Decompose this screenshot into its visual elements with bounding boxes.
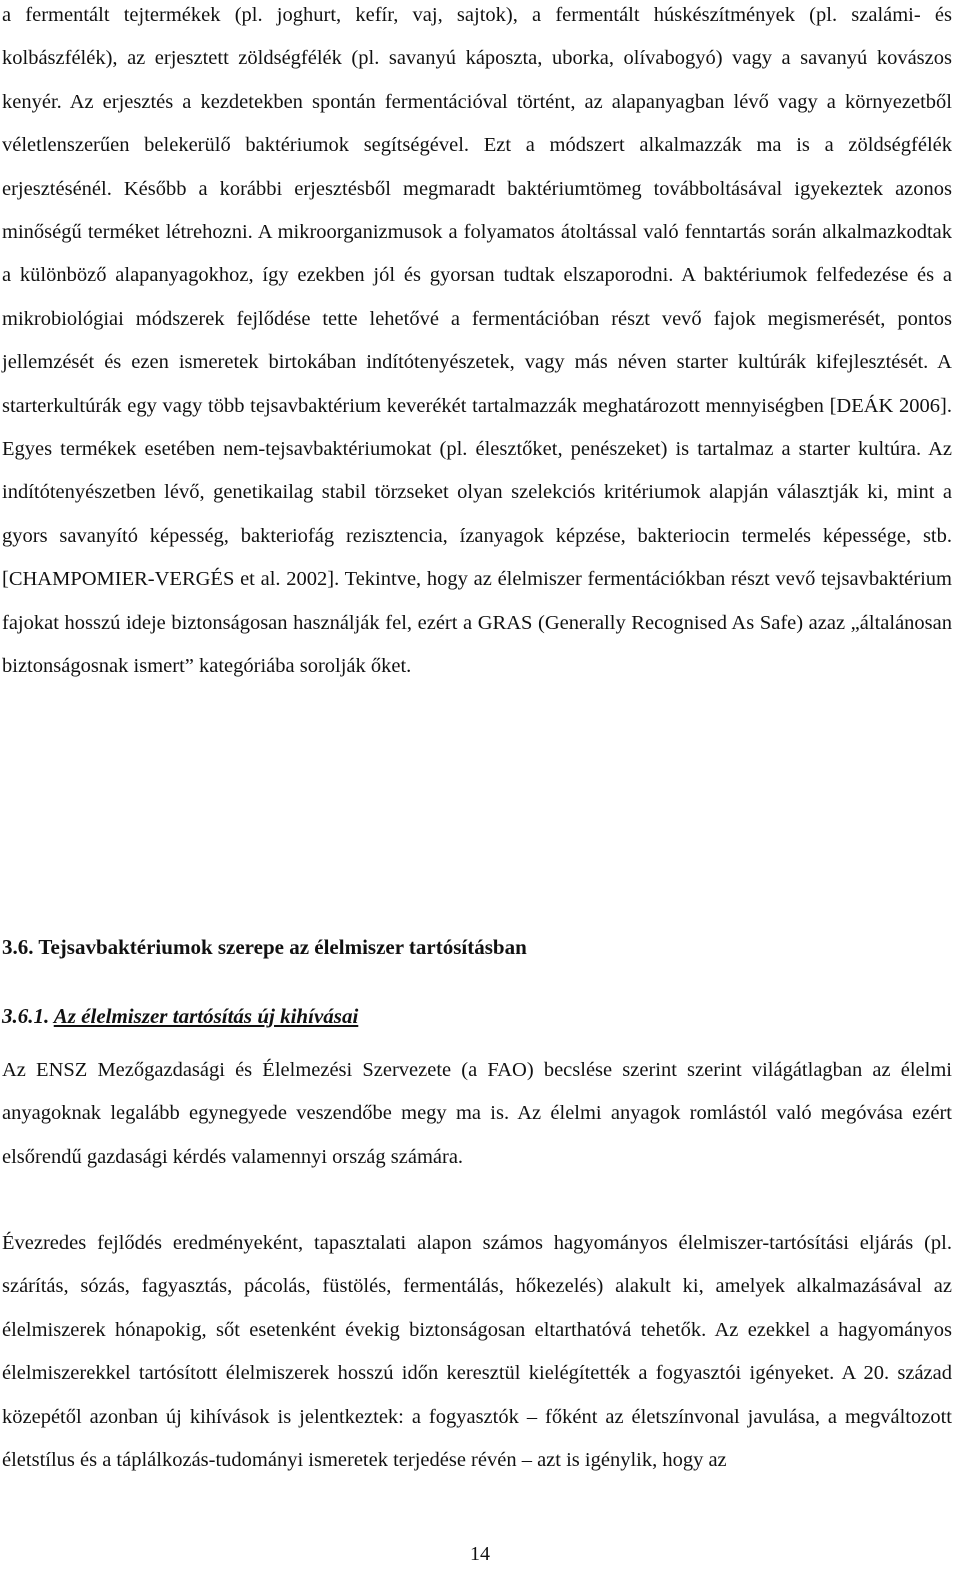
section-heading bbox=[2, 935, 527, 960]
subsection-heading bbox=[2, 1004, 358, 1029]
subsection-number: 3.6.1. bbox=[2, 1004, 50, 1028]
body-paragraph-fao: Az ENSZ Mezőgazdasági és Élelmezési Szervezete (a FAO) becslése szerint szerint világátlagban az élelmi anyagoknak legalább egynegyede veszendőbe megy ma is. Az élelmi anyagok romlástól való megóvása ezért elsőrendű gazdasági kérdés valamennyi ország számára. bbox=[2, 1059, 952, 1168]
section-title: Tejsavbaktériumok szerepe az élelmiszer tartósításban bbox=[38, 935, 527, 959]
subsection-title: Az élelmiszer tartósítás új kihívásai bbox=[53, 1004, 359, 1028]
body-paragraph-preservation: Évezredes fejlődés eredményeként, tapasztalati alapon számos hagyományos élelmiszer-tartósítási eljárás (pl. szárítás, sózás, fagyasztás, pácolás, füstölés, fermentálás, hőkezelés) alakult ki, amelyek alkalmazásával az élelmiszerek hónapokig, sőt esetenként évekig biztonságosan eltarthatóvá tehetők. Az ezekkel a hagyományos élelmiszerekkel tartósított élelmiszerek hosszú időn keresztül kielégítették a fogyasztói igényeket. A 20. század közepétől azonban új kihívások is jelentkeztek: a fogyasztók – főként az életszínvonal javulása, a megváltozott életstílus és a táplálkozás-tudományi ismeretek terjedése révén – azt is igénylik, hogy az bbox=[2, 1232, 952, 1472]
body-paragraph-fermentation: a fermentált tejtermékek (pl. joghurt, kefír, vaj, sajtok), a fermentált húskészítmények (pl. szalámi- és kolbászfélék), az erjesztett zöldségfélék (pl. savanyú káposzta, uborka, olívabogyó) vagy a savanyú kovászos kenyér. Az erjesztés a kezdetekben spontán fermentációval történt, az alapanyagban lévő vagy a környezetből véletlenszerűen belekerülő baktériumok segítségével. Ezt a módszert alkalmazzák ma is a zöldségfélék erjesztésénél. Később a korábbi erjesztésből megmaradt baktériumtömeg továbboltásával igyekeztek azonos minőségű terméket létrehozni. A mikroorganizmusok a folyamatos átoltással való fenntartás során alkalmazkodtak a különböző alapanyagokhoz, így ezekben jól és gyorsan tudtak elszaporodni. A baktériumok felfedezése és a mikrobiológiai módszerek fejlődése tette lehetővé a fermentációban részt vevő fajok megismerését, pontos jellemzését és ezen ismeretek birtokában indítótenyészetek, vagy más néven starter kultúrák kifejlesztését. A starterkultúrák egy vagy több tejsavbaktérium keverékét tartalmazzák meghatározott mennyiségben [DEÁK 2006]. Egyes termékek esetében nem-tejsavbaktériumokat (pl. élesztőket, penészeket) is tartalmaz a starter kultúra. Az indítótenyészetben lévő, genetikailag stabil törzseket olyan szelekciós kritériumok alapján választják ki, mint a gyors savanyító képesség, bakteriofág rezisztencia, ízanyagok képzése, bakteriocin termelés képessége, stb. [CHAMPOMIER-VERGÉS et al. 2002]. Tekintve, hogy az élelmiszer fermentációkban részt vevő tejsavbaktérium fajokat hosszú ideje biztonságosan használják fel, ezért a GRAS (Generally Recognised As Safe) azaz „általánosan biztonságosnak ismert” kategóriába sorolják őket. bbox=[2, 4, 952, 678]
section-number: 3.6. bbox=[2, 935, 34, 959]
page-number: 14 bbox=[470, 1543, 490, 1565]
